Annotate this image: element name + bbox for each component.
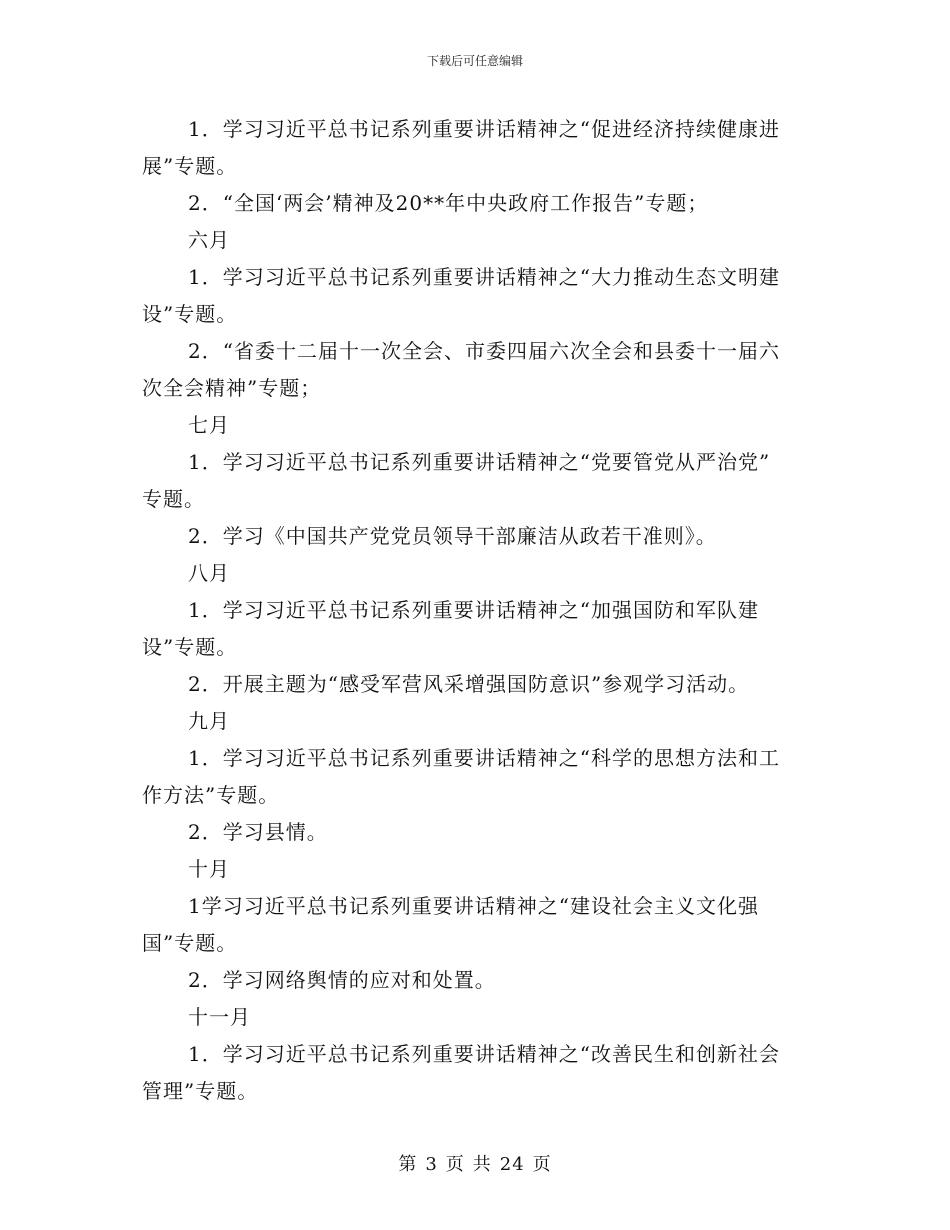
paragraph-line: 2．学习县情。: [188, 820, 328, 844]
paragraph-line: 2．学习网络舆情的应对和处置。: [188, 968, 496, 992]
paragraph-line: 设”专题。: [142, 635, 238, 659]
footer-prefix: 第: [398, 1154, 418, 1175]
page-header: 下载后可任意编辑: [426, 54, 523, 68]
footer-total-unit: 页: [532, 1154, 552, 1175]
month-heading: 六月: [188, 228, 230, 252]
paragraph-line: 1学习习近平总书记系列重要讲话精神之“建设社会主义文化强: [188, 894, 759, 918]
month-heading: 九月: [188, 709, 230, 733]
paragraph-line: 2．“全国‘两会’精神及20**年中央政府工作报告”专题；: [188, 191, 709, 215]
page-footer: [0, 1153, 950, 1177]
month-heading: 十月: [188, 857, 230, 881]
paragraph-line: 1．学习习近平总书记系列重要讲话精神之“科学的思想方法和工: [188, 746, 780, 770]
total-pages: 24: [499, 1154, 525, 1175]
paragraph-line: 1．学习习近平总书记系列重要讲话精神之“加强国防和军队建: [188, 598, 759, 622]
paragraph-line: 展”专题。: [142, 154, 238, 178]
footer-total-label: 共: [472, 1154, 492, 1175]
paragraph-line: 国”专题。: [142, 931, 238, 955]
paragraph-line: 专题。: [142, 487, 205, 511]
month-heading: 十一月: [188, 1005, 251, 1029]
paragraph-line: 次全会精神”专题；: [142, 376, 322, 400]
paragraph-line: 2．开展主题为“感受军营风采增强国防意识”参观学习活动。: [188, 672, 750, 696]
paragraph-line: 2．学习《中国共产党党员领导干部廉洁从政若干准则》。: [188, 524, 717, 548]
paragraph-line: 1．学习习近平总书记系列重要讲话精神之“促进经济持续健康进: [188, 117, 780, 141]
document-body: [142, 111, 810, 1110]
paragraph-line: 作方法”专题。: [142, 783, 280, 807]
page-number: 3: [425, 1154, 438, 1175]
paragraph-line: 1．学习习近平总书记系列重要讲话精神之“大力推动生态文明建: [188, 265, 780, 289]
month-heading: 八月: [188, 561, 230, 585]
paragraph-line: 设”专题。: [142, 302, 238, 326]
month-heading: 七月: [188, 413, 230, 437]
paragraph-line: 2．“省委十二届十一次全会、市委四届六次全会和县委十一届六: [188, 339, 780, 363]
footer-page-unit: 页: [445, 1154, 465, 1175]
paragraph-line: 管理”专题。: [142, 1079, 259, 1103]
paragraph-line: 1．学习习近平总书记系列重要讲话精神之“党要管党从严治党”: [188, 450, 771, 474]
paragraph-line: 1．学习习近平总书记系列重要讲话精神之“改善民生和创新社会: [188, 1042, 780, 1066]
